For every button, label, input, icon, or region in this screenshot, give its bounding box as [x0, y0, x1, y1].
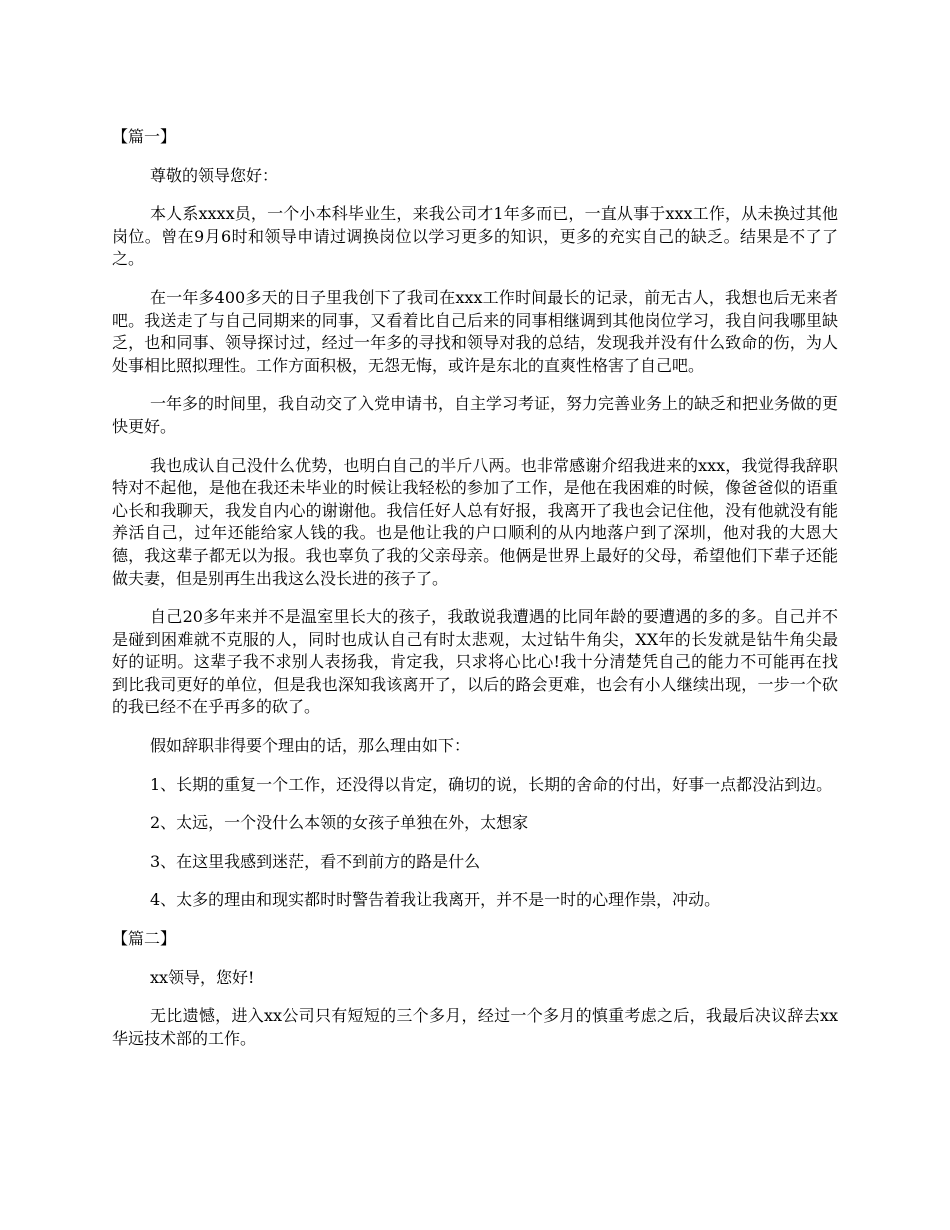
section-heading: 【篇二】	[112, 929, 177, 949]
section-heading: 【篇一】	[112, 127, 177, 146]
salutation: xx领导，您好!	[150, 967, 255, 987]
section-1	[112, 126, 838, 912]
reason-item: 4、太多的理由和现实都时时警告着我让我离开，并不是一时的心理作祟，冲动。	[150, 890, 721, 910]
reason-item: 1、长期的重复一个工作，还没得以肯定，确切的说，长期的舍命的付出，好事一点都没沾到边。	[150, 774, 833, 794]
body-paragraph: 自己20多年来并不是温室里长大的孩子，我敢说我遭遇的比同年龄的要遭遇的多的多。自己并不是碰到困难就不克服的人，同时也成认自己有时太悲观，太过钻牛角尖，XX年的长发就是钻牛角尖最好的证明。这辈子我不求别人表扬我，肯定我，只求将心比心!我十分清楚凭自己的能力不可能再在找到比我司更好的单位，但是我也深知我该离开了，以后的路会更难，也会有小人继续出现，一步一个砍的我已经不在乎再多的砍了。	[112, 607, 838, 717]
body-paragraph: 假如辞职非得要个理由的话，那么理由如下：	[150, 736, 471, 756]
body-paragraph: 无比遗憾，进入xx公司只有短短的三个多月，经过一个多月的慎重考虑之后，我最后决议辞去xx华远技术部的工作。	[112, 1006, 838, 1048]
body-paragraph: 一年多的时间里，我自动交了入党申请书，自主学习考证，努力完善业务上的缺乏和把业务做的更快更好。	[112, 394, 839, 436]
body-paragraph: 本人系xxxx员，一个小本科毕业生，来我公司才1年多而已，一直从事于xxx工作，从未换过其他岗位。曾在9月6时和领导申请过调换岗位以学习更多的知识，更多的充实自己的缺乏。结果是不了了之。	[112, 204, 838, 269]
reason-item: 2、太远，一个没什么本领的女孩子单独在外，太想家	[150, 813, 529, 833]
salutation: 尊敬的领导您好：	[150, 165, 279, 185]
body-paragraph: 在一年多400多天的日子里我创下了我司在xxx工作时间最长的记录，前无古人，我想也后无来者吧。我送走了与自己同期来的同事，又看着比自己后来的同事相继调到其他岗位学习，我自问我哪里缺乏，也和同事、领导探讨过，经过一年多的寻找和领导对我的总结，发现我并没有什么致命的伤，为人处事相比照拟理性。工作方面积极，无怨无悔，或许是东北的直爽性格害了自己吧。	[112, 287, 838, 375]
body-paragraph: 我也成认自己没什么优势，也明白自己的半斤八两。也非常感谢介绍我进来的xxx，我觉得我辞职特对不起他，是他在我还未毕业的时候让我轻松的参加了工作，是他在我困难的时候，像爸爸似的语重心长和我聊天，我发自内心的谢谢他。我信任好人总有好报，我离开了我也会记住他，没有他就没有能养活自己，过年还能给家人钱的我。也是他让我的户口顺利的从内地落户到了深圳，他对我的大恩大德，我这辈子都无以为报。我也辜负了我的父亲母亲。他俩是世界上最好的父母，希望他们下辈子还能做夫妻，但是别再生出我这么没长进的孩子了。	[112, 455, 838, 588]
section-2	[112, 928, 838, 1050]
reason-item: 3、在这里我感到迷茫，看不到前方的路是什么	[150, 851, 481, 871]
document-body	[112, 126, 838, 1066]
